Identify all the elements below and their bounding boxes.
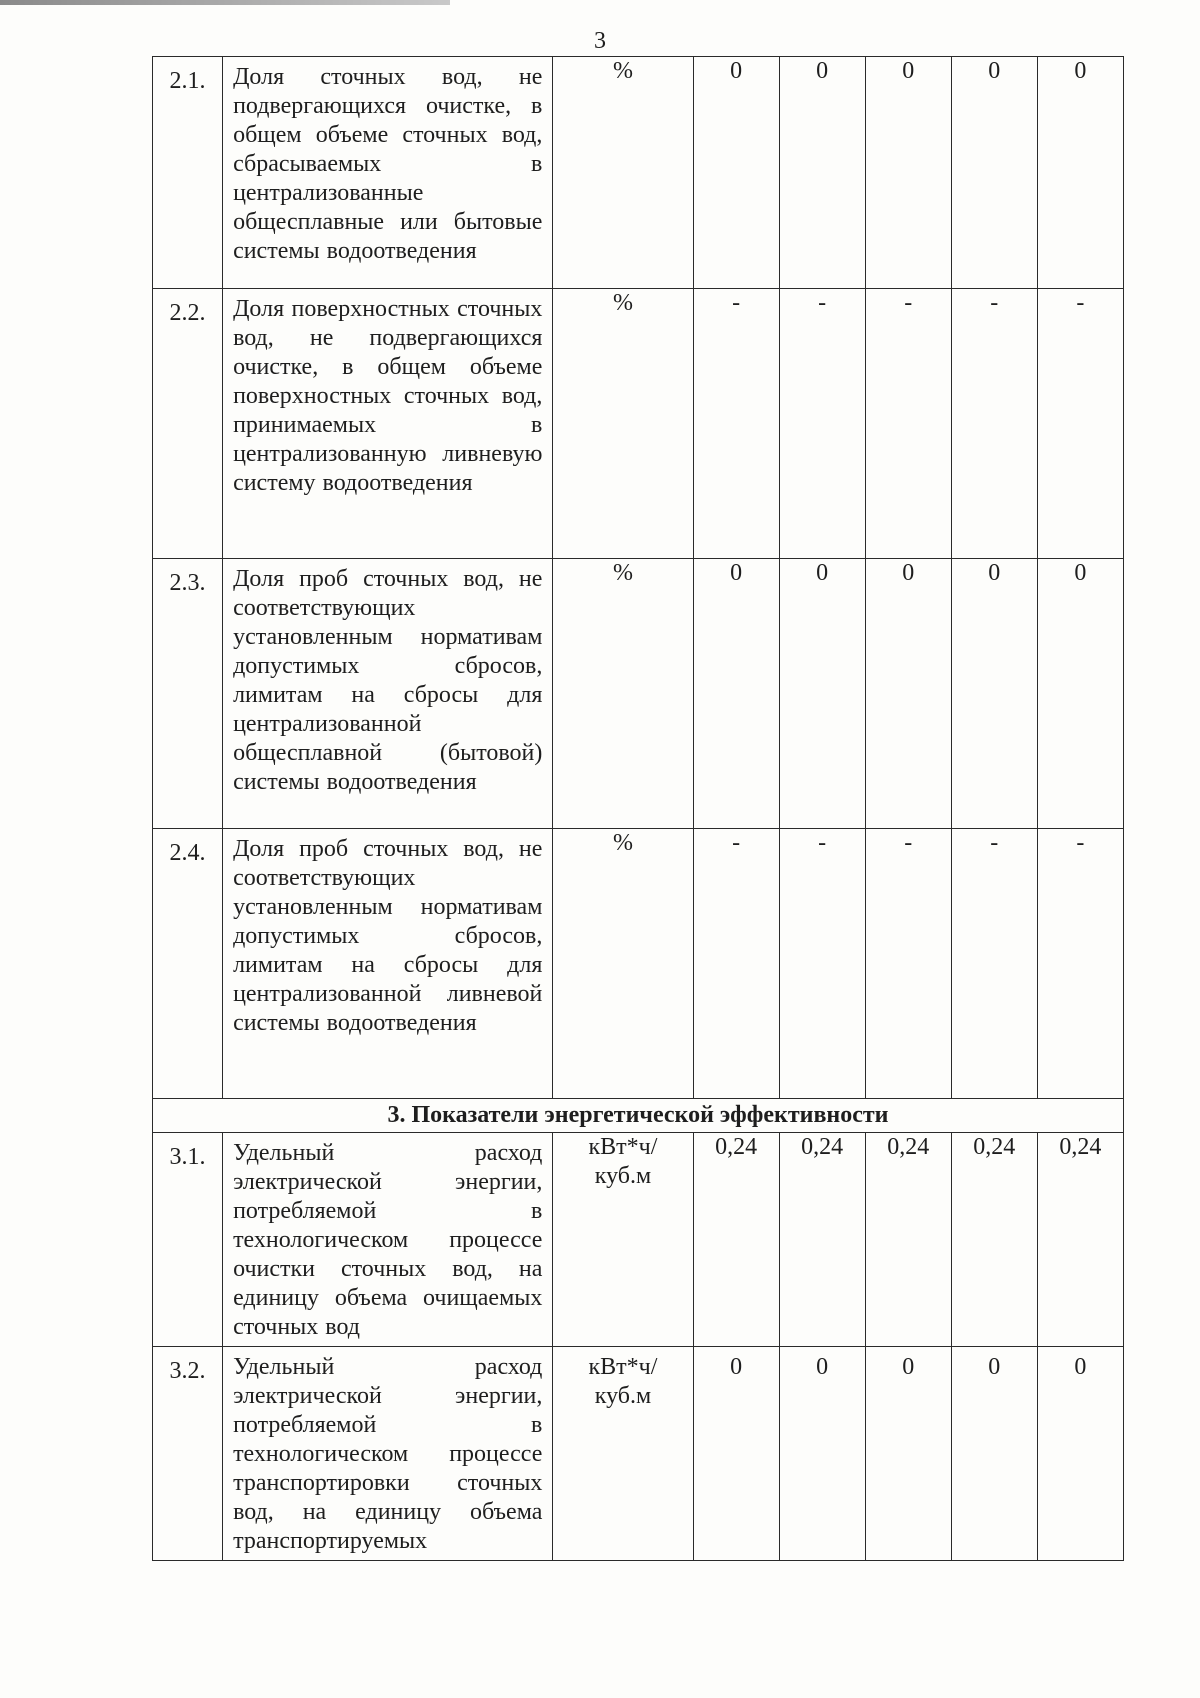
value-year-3: - bbox=[865, 289, 951, 559]
scan-edge-artifact bbox=[0, 0, 450, 5]
value-year-5: 0,24 bbox=[1037, 1133, 1123, 1347]
value-year-3: 0 bbox=[865, 1347, 951, 1561]
row-number: 2.1. bbox=[153, 57, 223, 289]
value-year-1: - bbox=[693, 289, 779, 559]
value-year-4: - bbox=[951, 289, 1037, 559]
table-row-2-1 bbox=[153, 57, 1124, 289]
value-year-5: 0 bbox=[1037, 57, 1123, 289]
value-year-2: 0 bbox=[779, 1347, 865, 1561]
row-unit: кВт*ч/ куб.м bbox=[553, 1347, 693, 1561]
value-year-4: - bbox=[951, 829, 1037, 1099]
row-number: 2.3. bbox=[153, 559, 223, 829]
value-year-2: 0 bbox=[779, 57, 865, 289]
value-year-5: - bbox=[1037, 829, 1123, 1099]
row-description: Доля проб сточных вод, не соответствующих установленным нормативам допустимых сбросов, лимитам на сбросы для централизованной ливневой системы водоотведения bbox=[223, 829, 553, 1099]
value-year-2: 0,24 bbox=[779, 1133, 865, 1347]
page-number: 3 bbox=[594, 28, 606, 54]
row-description: Доля проб сточных вод, не соответствующих установленным нормативам допустимых сбросов, лимитам на сбросы для централизованной общесплавной (бытовой) системы водоотведения bbox=[223, 559, 553, 829]
row-number: 2.4. bbox=[153, 829, 223, 1099]
value-year-4: 0 bbox=[951, 57, 1037, 289]
row-number: 3.1. bbox=[153, 1133, 223, 1347]
indicators-table bbox=[152, 56, 1124, 1561]
value-year-2: 0 bbox=[779, 559, 865, 829]
row-number: 3.2. bbox=[153, 1347, 223, 1561]
table-row-2-4 bbox=[153, 829, 1124, 1099]
value-year-2: - bbox=[779, 289, 865, 559]
row-unit: % bbox=[553, 289, 693, 559]
value-year-1: - bbox=[693, 829, 779, 1099]
section-header-row bbox=[153, 1099, 1124, 1133]
row-description: Доля поверхностных сточных вод, не подвергающихся очистке, в общем объеме поверхностных сточных вод, принимаемых в централизованную ливневую систему водоотведения bbox=[223, 289, 553, 559]
table-row-3-2 bbox=[153, 1347, 1124, 1561]
row-unit: % bbox=[553, 57, 693, 289]
value-year-3: - bbox=[865, 829, 951, 1099]
section-title: 3. Показатели энергетической эффективности bbox=[153, 1099, 1124, 1133]
row-number: 2.2. bbox=[153, 289, 223, 559]
value-year-3: 0 bbox=[865, 559, 951, 829]
row-unit: % bbox=[553, 559, 693, 829]
value-year-1: 0,24 bbox=[693, 1133, 779, 1347]
table-row-2-3 bbox=[153, 559, 1124, 829]
value-year-1: 0 bbox=[693, 1347, 779, 1561]
value-year-1: 0 bbox=[693, 559, 779, 829]
value-year-4: 0 bbox=[951, 559, 1037, 829]
value-year-1: 0 bbox=[693, 57, 779, 289]
value-year-4: 0 bbox=[951, 1347, 1037, 1561]
value-year-5: 0 bbox=[1037, 559, 1123, 829]
table-row-3-1 bbox=[153, 1133, 1124, 1347]
value-year-3: 0 bbox=[865, 57, 951, 289]
row-unit: % bbox=[553, 829, 693, 1099]
value-year-2: - bbox=[779, 829, 865, 1099]
table-row-2-2 bbox=[153, 289, 1124, 559]
row-unit: кВт*ч/ куб.м bbox=[553, 1133, 693, 1347]
row-description: Удельный расход электрической энергии, потребляемой в технологическом процессе очистки сточных вод, на единицу объема очищаемых сточных вод bbox=[223, 1133, 553, 1347]
row-description: Доля сточных вод, не подвергающихся очистке, в общем объеме сточных вод, сбрасываемых в централизованные общесплавные или бытовые системы водоотведения bbox=[223, 57, 553, 289]
value-year-5: 0 bbox=[1037, 1347, 1123, 1561]
row-description: Удельный расход электрической энергии, потребляемой в технологическом процессе транспортировки сточных вод, на единицу объема транспортируемых bbox=[223, 1347, 553, 1561]
value-year-5: - bbox=[1037, 289, 1123, 559]
value-year-3: 0,24 bbox=[865, 1133, 951, 1347]
value-year-4: 0,24 bbox=[951, 1133, 1037, 1347]
